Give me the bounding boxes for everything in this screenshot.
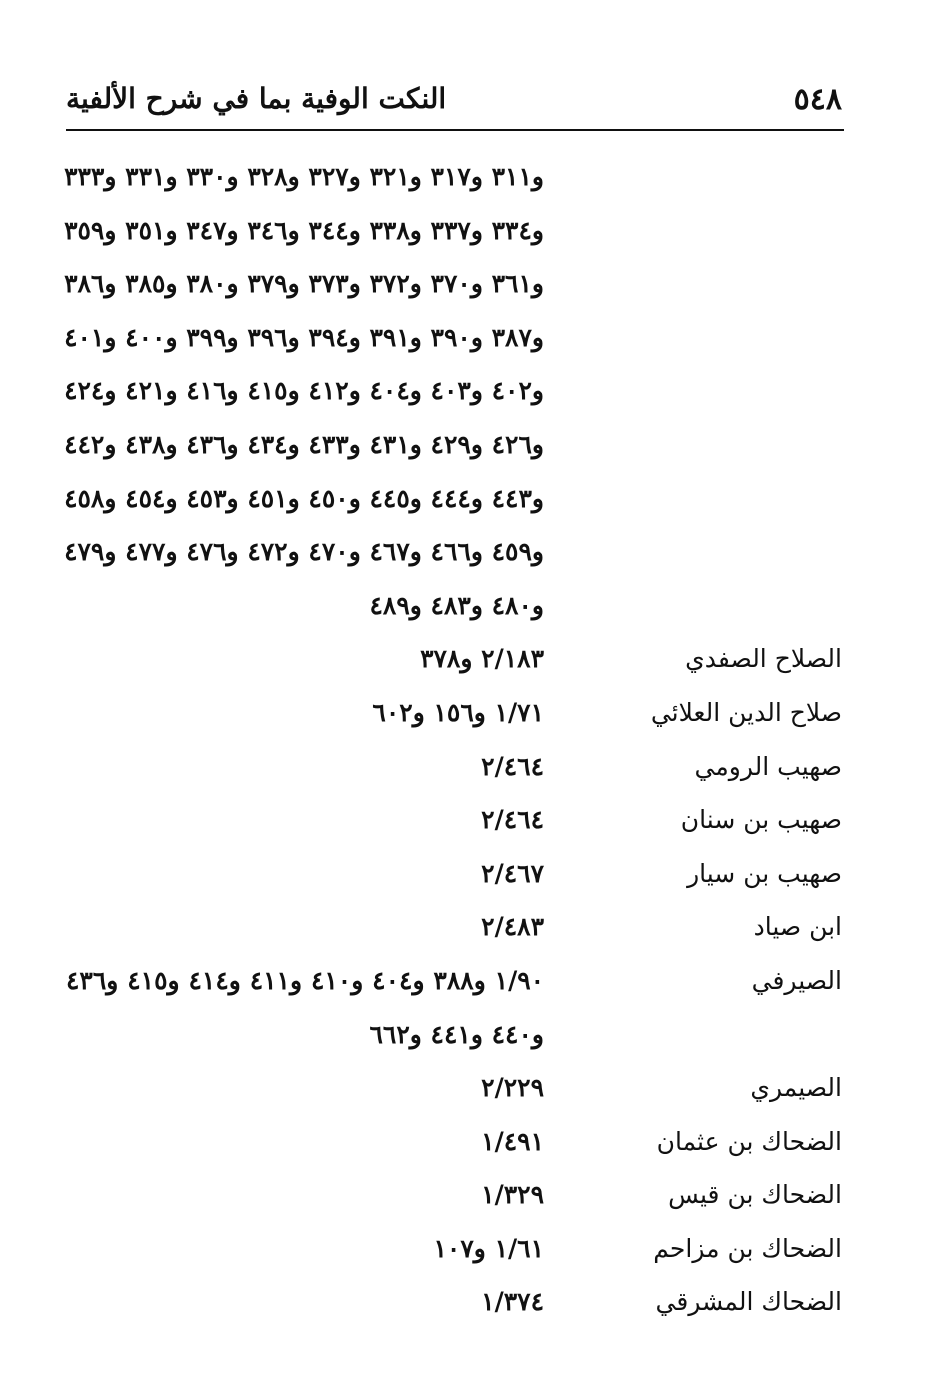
index-list	[66, 156, 844, 1335]
index-entry	[66, 1228, 844, 1282]
page-refs: و٤٠٢ و٤٠٣ و٤٠٤ و٤١٢ و٤١٥ و٤١٦ و٤٢١ و٤٢٤	[64, 376, 544, 406]
entry-pages: ٢/٤٨٣	[481, 912, 544, 942]
page-refs: و٤٢٦ و٤٢٩ و٤٣١ و٤٣٣ و٤٣٤ و٤٣٦ و٤٣٨ و٤٤٢	[64, 429, 544, 459]
entry-pages: ١/٣٢٩	[481, 1180, 544, 1210]
continuation-line	[66, 531, 844, 585]
continuation-line	[66, 478, 844, 532]
entry-pages: ١/٣٧٤	[481, 1287, 544, 1317]
index-entry	[66, 1067, 844, 1121]
entry-name: ابن صياد	[753, 912, 842, 942]
continuation-line	[66, 370, 844, 424]
index-entry	[66, 692, 844, 746]
entry-name: الصلاح الصفدي	[685, 644, 842, 674]
page-header	[66, 82, 842, 126]
book-title: النكت الوفية بما في شرح الألفية	[66, 82, 447, 115]
page-refs: و٣٨٧ و٣٩٠ و٣٩١ و٣٩٤ و٣٩٦ و٣٩٩ و٤٠٠ و٤٠١	[64, 322, 544, 352]
page-number: ٥٤٨	[793, 82, 842, 117]
page-refs: و٣٦١ و٣٧٠ و٣٧٢ و٣٧٣ و٣٧٩ و٣٨٠ و٣٨٥ و٣٨٦	[64, 269, 544, 299]
entry-pages: ٢/٢٢٩	[481, 1073, 544, 1103]
continuation-line	[66, 585, 844, 639]
entry-pages: ٢/٤٦٤	[481, 751, 544, 781]
page-refs: و٤٨٠ و٤٨٣ و٤٨٩	[369, 590, 544, 620]
continuation-line	[66, 424, 844, 478]
entry-pages: ١/٧١ و١٥٦ و٦٠٢	[372, 697, 544, 727]
continuation-line	[66, 1014, 844, 1068]
index-entry	[66, 1174, 844, 1228]
entry-pages: ١/٦١ و١٠٧	[433, 1233, 544, 1263]
entry-name: الضحاك المشرقي	[655, 1287, 842, 1317]
continuation-line	[66, 210, 844, 264]
entry-pages: ١/٤٩١	[481, 1126, 544, 1156]
entry-name: الصيرفي	[751, 965, 842, 995]
page-refs: و٤٤٣ و٤٤٤ و٤٤٥ و٤٥٠ و٤٥١ و٤٥٣ و٤٥٤ و٤٥٨	[64, 483, 544, 513]
index-entry	[66, 906, 844, 960]
index-entry	[66, 746, 844, 800]
header-rule	[66, 129, 844, 131]
entry-name: صهيب الرومي	[694, 751, 842, 781]
entry-name: صهيب بن سنان	[680, 805, 842, 835]
entry-pages: ١/٩٠ و٣٨٨ و٤٠٤ و٤١٠ و٤١١ و٤١٤ و٤١٥ و٤٣٦	[66, 965, 545, 995]
entry-name: الضحاك بن مزاحم	[653, 1233, 842, 1263]
entry-name: صهيب بن سيار	[687, 858, 842, 888]
index-entry	[66, 799, 844, 853]
entry-name: صلاح الدين العلائي	[650, 697, 842, 727]
index-entry	[66, 1121, 844, 1175]
continuation-line	[66, 156, 844, 210]
continuation-line	[66, 263, 844, 317]
entry-name: الصيمري	[750, 1073, 842, 1103]
page-refs: و٣١١ و٣١٧ و٣٢١ و٣٢٧ و٣٢٨ و٣٣٠ و٣٣١ و٣٣٣	[64, 162, 544, 191]
continuation-line	[66, 317, 844, 371]
index-entry	[66, 853, 844, 907]
page-refs: و٣٣٤ و٣٣٧ و٣٣٨ و٣٤٤ و٣٤٦ و٣٤٧ و٣٥١ و٣٥٩	[64, 215, 544, 245]
entry-name: الضحاك بن عثمان	[656, 1126, 842, 1156]
index-entry	[66, 638, 844, 692]
index-entry	[66, 1281, 844, 1335]
entry-pages: ٢/١٨٣ و٣٧٨	[420, 644, 544, 674]
entry-pages: ٢/٤٦٤	[481, 805, 544, 835]
page-refs: و٤٥٩ و٤٦٦ و٤٦٧ و٤٧٠ و٤٧٢ و٤٧٦ و٤٧٧ و٤٧٩	[64, 537, 544, 567]
entry-name: الضحاك بن قيس	[668, 1180, 842, 1210]
entry-pages: ٢/٤٦٧	[481, 858, 544, 888]
index-entry	[66, 960, 844, 1014]
page-refs: و٤٤٠ و٤٤١ و٦٦٢	[369, 1019, 544, 1049]
